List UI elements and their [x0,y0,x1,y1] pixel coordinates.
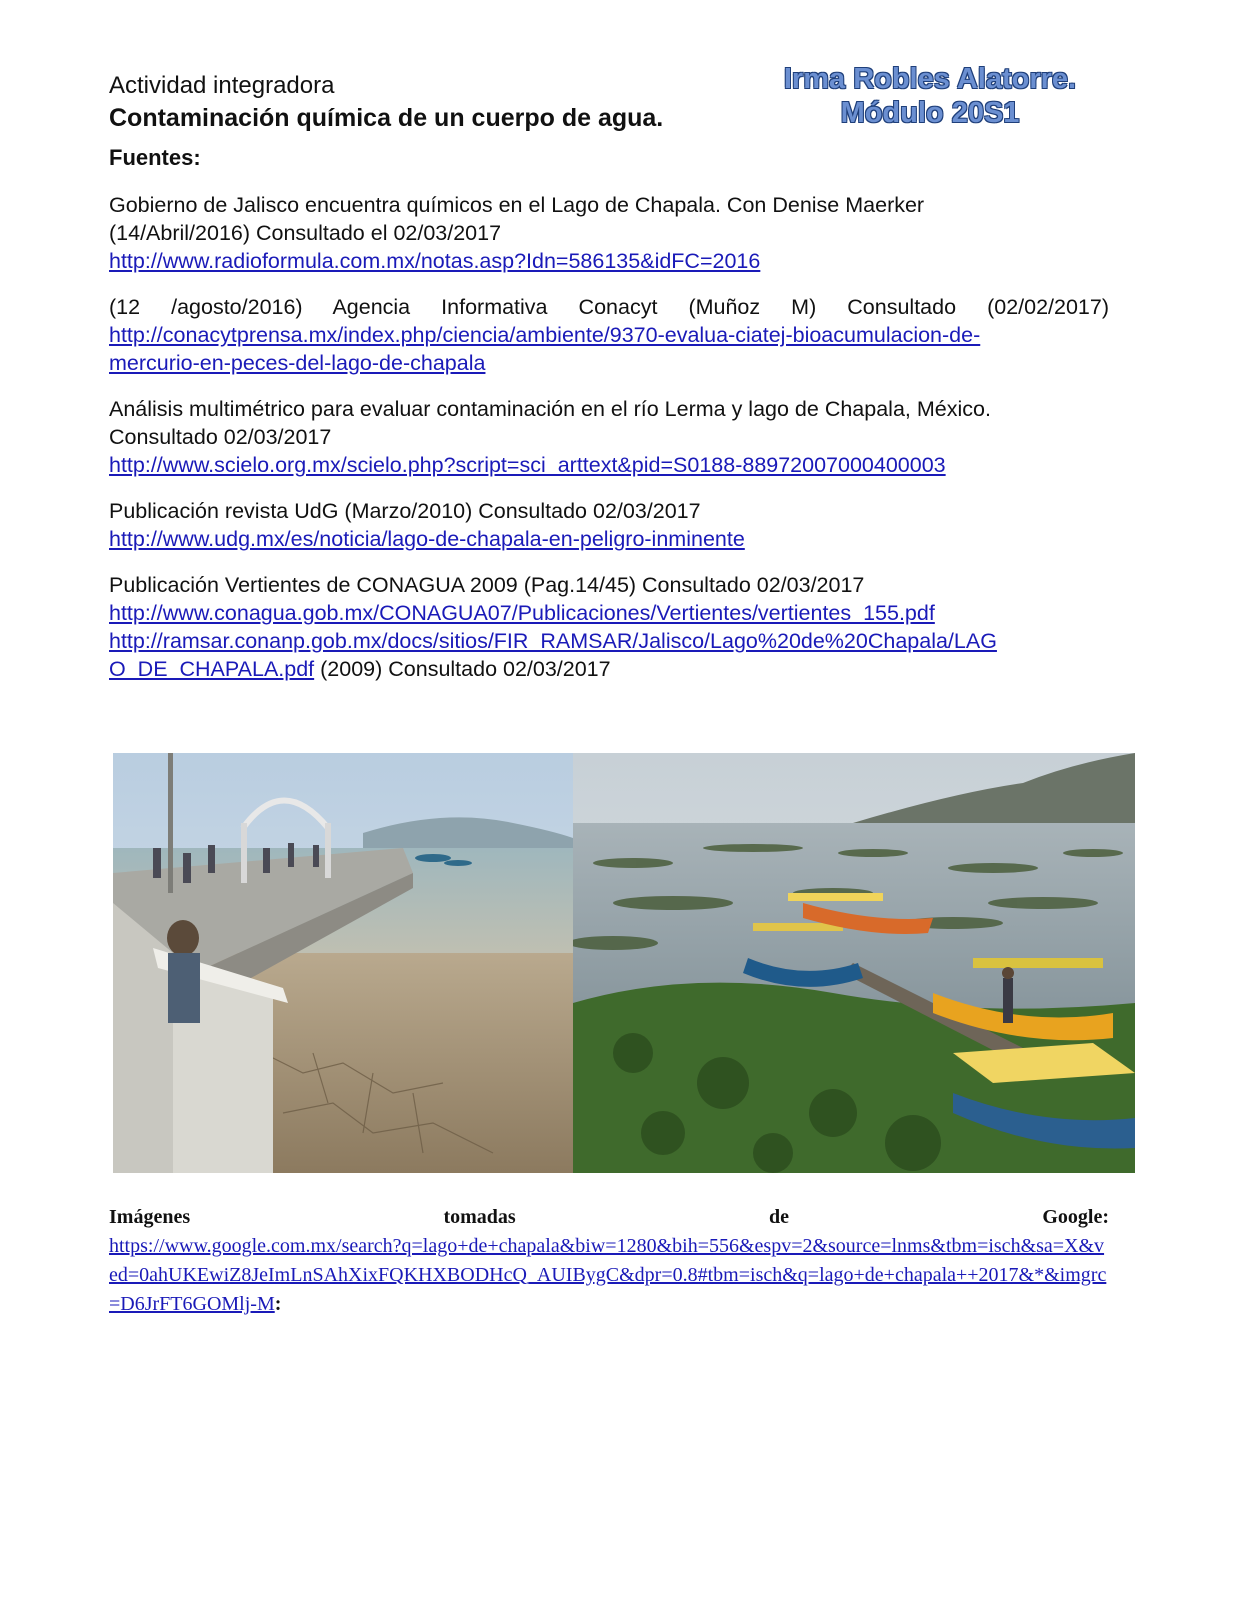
module-label: Módulo 20S1 [840,97,1020,129]
source-link[interactable]: http://ramsar.conanp.gob.mx/docs/sitios/FIR_RAMSAR/Jalisco/Lago%20de%20Chapala/LAG [109,629,997,653]
caption-word: Google: [1042,1206,1109,1228]
source-text: (12 /agosto/2016) Agencia Informativa Conacyt (Muñoz M) Consultado (02/02/2017) [109,295,1109,319]
source-entry [109,571,1109,683]
boats-water-hyacinth-photo [573,753,1135,1173]
caption-word: tomadas [443,1206,516,1228]
source-entry [109,395,1109,479]
source-entry [109,497,1109,553]
caption-trailing: : [274,1293,282,1315]
author-name: Irma Robles Alatorre. [783,63,1077,95]
source-link[interactable]: http://conacytprensa.mx/index.php/ciencia/ambiente/9370-evalua-ciatej-bioacumulacion-de- [109,323,981,347]
document-title: Contaminación química de un cuerpo de agua. [109,104,664,132]
source-text: (2009) Consultado 02/03/2017 [314,657,611,681]
source-text: Análisis multimétrico para evaluar contaminación en el río Lerma y lago de Chapala, México. [109,397,991,421]
pier-dry-lakebed-photo [113,753,573,1173]
author-block [745,62,1115,130]
source-text: Publicación revista UdG (Marzo/2010) Consultado 02/03/2017 [109,499,701,523]
source-link[interactable]: http://www.udg.mx/es/noticia/lago-de-chapala-en-peligro-inminente [109,527,745,551]
source-text: Publicación Vertientes de CONAGUA 2009 (Pag.14/45) Consultado 02/03/2017 [109,573,865,597]
source-text: Consultado 02/03/2017 [109,425,332,449]
source-link[interactable]: mercurio-en-peces-del-lago-de-chapala [109,351,486,375]
source-text: Gobierno de Jalisco encuentra químicos en el Lago de Chapala. Con Denise Maerker [109,193,925,217]
source-entry [109,191,1109,275]
sources-heading: Fuentes: [109,145,201,170]
source-link[interactable]: http://www.conagua.gob.mx/CONAGUA07/Publicaciones/Vertientes/vertientes_155.pdf [109,601,935,625]
image-caption [109,1203,1109,1319]
source-entry [109,293,1109,377]
source-link[interactable]: http://www.radioformula.com.mx/notas.asp?Idn=586135&idFC=2016 [109,249,761,273]
activity-subtitle: Actividad integradora [109,72,335,99]
source-text: (14/Abril/2016) Consultado el 02/03/2017 [109,221,502,245]
source-link[interactable]: http://www.scielo.org.mx/scielo.php?script=sci_arttext&pid=S0188-88972007000400003 [109,453,946,477]
source-link[interactable]: O_DE_CHAPALA.pdf [109,657,315,681]
google-images-link[interactable]: https://www.google.com.mx/search?q=lago+de+chapala&biw=1280&bih=556&espv=2&source=lnms&tbm=isch&sa=X&ved=0ahUKEwiZ8JeImLnSAhXixFQKHXBODHcQ_AUIBygC&dpr=0.8#tbm=isch&q=lago+de+chapala++2017&*&imgrc=D6JrFT6GOMlj-M [109,1235,1107,1315]
caption-title [109,1203,1109,1232]
caption-word: Imágenes [109,1206,191,1228]
caption-word: de [769,1206,789,1228]
